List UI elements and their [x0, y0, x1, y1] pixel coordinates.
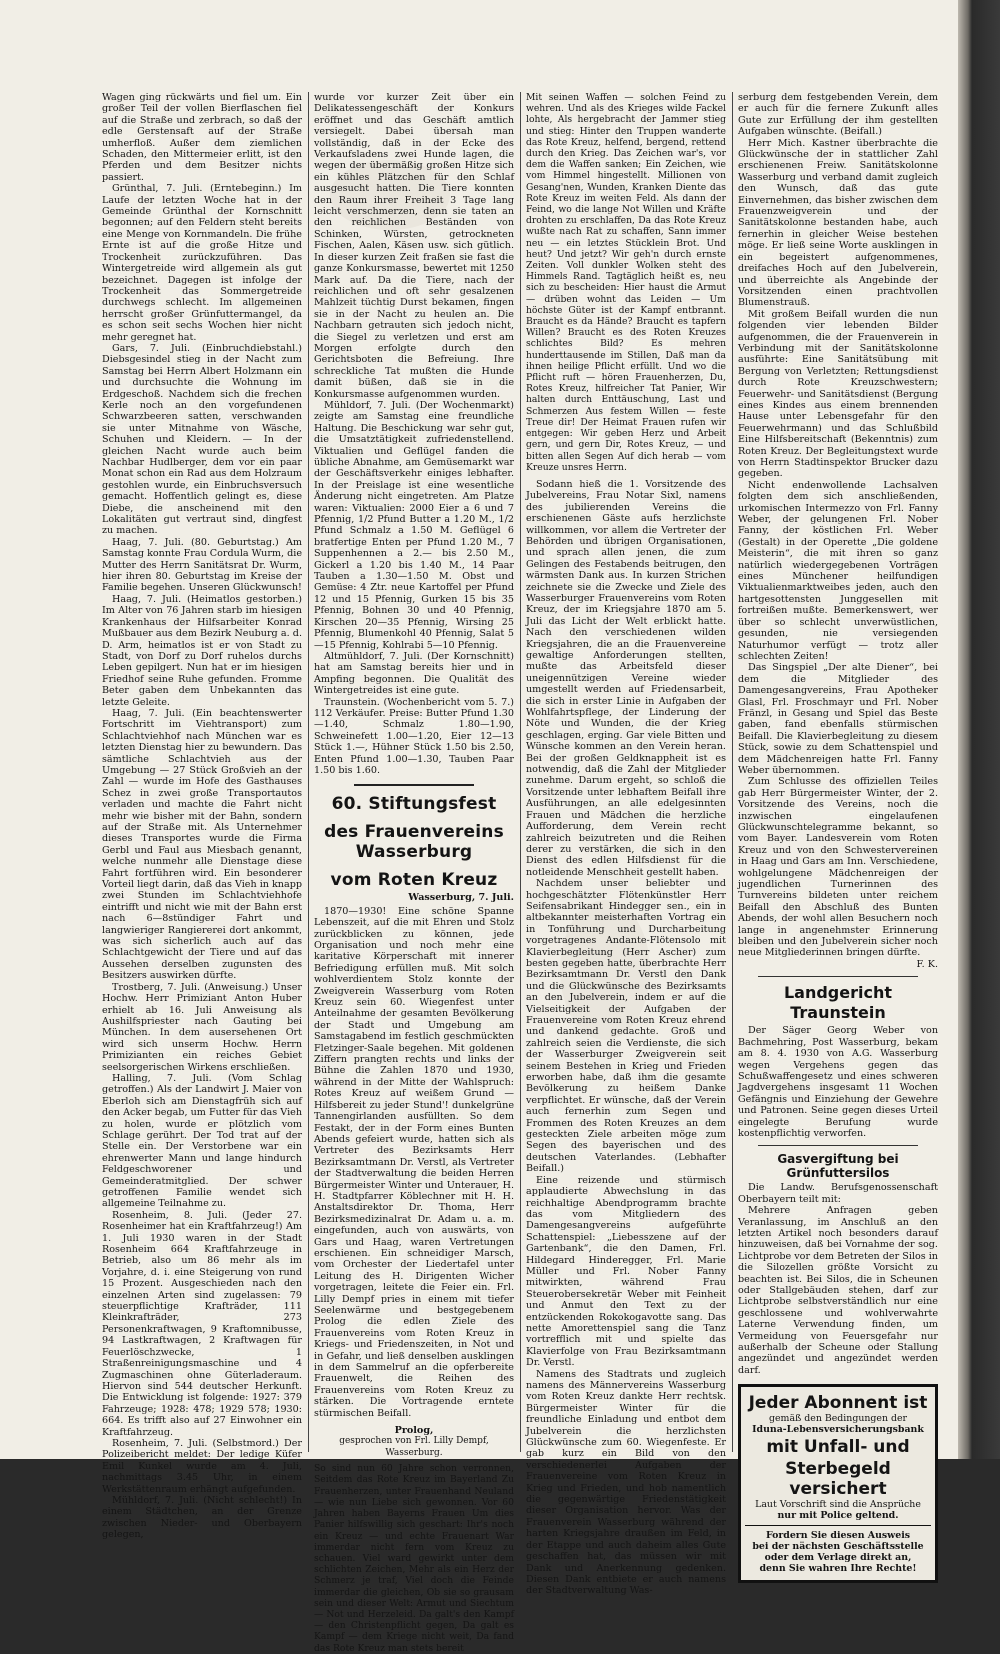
prolog-title: Prolog,	[394, 1425, 434, 1437]
poem-text: So sind nun 60 Jahre schon verronnen, Seitdem das Rote Kreuz im Bayerland Zu Frauenherzen, unter Frauenhand Neuland — wie nun Liebe sich gewonnen. Vor 60 Jahren haben Bayerns Frauen Um dies Panier hilfswillig sich geschart: Ihr's noch ein Kreuz — und echte Frauenart War immerdar nicht fern vom Kreuz zu schauen. Viel ward gewirkt unter dem schlichten Zeichen, Mehr als ein Herz der Schmerz je traf, Viel doch die Feinde immerdar die gleichen, Ob sie so grausam sein und dieser Welt: Armut und Siechtum — Not und Herzeleid. Da galt's den Kampf — den Christenpflicht gegen, Da galt es Kampf — dem Kriege nicht weit, Da fand das Rote Kreuz man stets bereit	[314, 1463, 514, 1654]
article-text: Rosenheim, 7. Juli. (Selbstmord.) Der Polizeibericht meldet: Der ledige Küfer Emil Kunkel wurde am 4. Juli, nachmittags 3.45 Uhr, in einem Werkstättenraum erhängt aufgefunden.	[102, 1437, 302, 1495]
article-text: Sodann hieß die 1. Vorsitzende des Jubelvereins, Frau Notar Sixl, namens des jubilierenden Vereins die erschienenen Gäste aufs herzlichste willkommen, vor allem die Vertreter der Behörden und übrigen Organisationen, und sprach allen jenen, die zum Gelingen des Festabends beitrugen, den wärmsten Dank aus. In kurzen Strichen zeichnete sie die Zwecke und Ziele des Wasserburger Frauenvereins vom Roten Kreuz, der im Kriegsjahre 1870 am 5. Juli das Licht der Welt erblickt hatte. Nach den verschiedenen wilden Kriegsjahren, die an die Frauenvereine gewaltige Anforderungen stellten, mußte das Arbeitsfeld dieser uneigennützigen Vereine wieder umgestellt werden auf Friedensarbeit, die sich in erster Linie in Aufgaben der Wohlfahrtspflege, der Linderung der Nöte und Wunden, die der Krieg geschlagen, erging. Gar viele Bitten und Wünsche kommen an den Verein heran. Bei der großen Geldknappheit ist es notwendig, daß die Zahl der Mitglieder zunehme. Darum ergeht, so schloß die Vorsitzende unter lebhaftem Beifall ihre Ausführungen, an alle edelgesinnten Frauen und Mädchen die herzliche Aufforderung, dem Verein recht zahlreich beizutreten und die Reihen derer zu verstärken, die sich in den Dienst des edlen Hilfsdienst für die notleidende Menschheit gestellt haben.	[526, 478, 726, 878]
article-text: Mehrere Anfragen geben Veranlassung, im Anschluß an den letzten Artikel noch besonders darauf hinzuweisen, daß bei Vornahme der sog. Lichtprobe vor dem Betreten der Silos in die Silozellen größte Vorsicht zu beachten ist. Bei Silos, die in Scheunen oder Stallgebäuden stehen, darf zur Lichtprobe selbstverständlich nur eine geschlossene und wohlverwahrte Laterne Verwendung finden, um Vermeidung von Feuersgefahr nur außerhalb der Scheune oder Stallung angezündet und angezündet werden darf.	[738, 1205, 938, 1376]
article-text: serburg dem festgebenden Verein, dem er auch für die fernere Zukunft alles Gute zur Erfüllung der ihm gestellten Aufgaben wünschte. (Beifall.)	[738, 92, 938, 138]
prolog-subtitle: gesprochen von Frl. Lilly Dempf, Wasserburg.	[339, 1436, 489, 1458]
article-text: Herr Mich. Kastner überbrachte die Glückwünsche der in stattlicher Zahl erschienenen Freiw. Sanitätskolonne Wasserburg und verband damit zugleich den Wunsch, daß das gute Einvernehmen, das bisher zwischen dem Frauenzweigverein und der Sanitätskolonne bestanden habe, auch fernerhin in gleicher Weise bestehen möge. Er ließ seine Worte ausklingen in ein begeistert aufgenommenes, dreifaches Hoch auf den Jubelverein, und überreichte als Angebinde der Vorsitzenden einen prachtvollen Blumenstrauß.	[738, 137, 938, 309]
column-rule	[308, 92, 309, 1452]
article-text: wurde vor kurzer Zeit über ein Delikatessengeschäft der Konkurs eröffnet und das Geschäft amtlich versiegelt. Dabei übersah man vollständig, daß in der Ecke des Verkaufsladens zwei Hunde lagen, die wegen der übermäßig großen Hitze sich ein kühles Plätzchen für den Schlaf ausgesucht hatten. Die Tiere konnten den Raum ihrer Freiheit 3 Tage lang leicht verschmerzen, denn sie taten an den reichlichen Beständen von Schinken, Würsten, getrockneten Fischen, Aalen, Käsen usw. sich gütlich. In dieser kurzen Zeit fraßen sie fast die ganze Konkursmasse, bewertet mit 1250 Mark auf. Da die Tiere, nach der reichlichen und oft sehr gesalzenen Mahlzeit tüchtig Durst bekamen, fingen sie in der Nacht zu heulen an. Die Nachbarn getrauten sich jedoch nicht, die Siegel zu verletzen und erst am Morgen erfolgte durch den Gerichtsboten die Befreiung. Ihre schreckliche Tat mußten die Hunde damit büßen, daß sie in die Konkursmasse aufgenommen wurden.	[314, 92, 514, 400]
article-text: Rosenheim, 8. Juli. (Jeder 27. Rosenheimer hat ein Kraftfahrzeug!) Am 1. Juli 1930 waren in der Stadt Rosenheim 664 Kraftfahrzeuge in Betrieb, also um 86 mehr als im Vorjahre, d. i. eine Steigerung von rund 15 Prozent. Ausgeschieden nach den einzelnen Arten sind zugelassen: 79 steuerpflichtige Krafträder, 111 Kleinkrafträder, 273 Personenkraftwagen, 9 Kraftomnibusse, 94 Lastkraftwagen, 2 Kraftwagen für Feuerlöschzwecke, 1 Straßenreinigungsmaschine und 4 Zugmaschinen ohne Güterladeraum. Hiervon sind 544 deutscher Herkunft. Die Entwicklung ist folgende: 1927: 379 Fahrzeuge; 1928: 478; 1929 578; 1930: 664. Es trifft also auf 27 Einwohner ein Kraftfahrzeug.	[102, 1209, 302, 1438]
author-signature: F. K.	[916, 958, 938, 970]
column-1	[102, 92, 302, 1541]
ad-text: Fordern Sie diesen Ausweis	[765, 1530, 911, 1542]
article-text: Nicht endenwollende Lachsalven folgten dem sich anschließenden, urkomischen Intermezzo von Frl. Fanny Weber, der gelungenen Frl. Nober Fanny, der köstlichen Frl. Weber (Gestalt) in der Operette „Die goldene Meisterin“, die mit ihren so ganz natürlich wiedergegebenen Vorträgen eines Münchener heilfundigen Viktualienmarktweibes jeden, auch den hartgesottensten Junggesellen mit fortreißen mußte. Bemerkenswert, wer über so schlecht unverwüstlichen, gesunden, nie versiegenden Naturhumor verfügt — trotz aller schlechten Zeiten!	[738, 479, 938, 662]
article-text: Wagen ging rückwärts und fiel um. Ein großer Teil der vollen Bierflaschen fiel auf die Straße und zerbrach, so daß der edle Gerstensaft auf der Straße umherfloß. Außer dem ziemlichen Schaden, den Mittermeier erlitt, ist den Pferden und dem Besitzer nichts passiert.	[102, 92, 302, 183]
ad-headline: mit Unfall- und	[766, 1437, 910, 1458]
section-divider	[354, 784, 474, 786]
article-text: 1870—1930! Eine schöne Spanne Lebenszeit, auf die mit Ehren und Stolz zurückblicken zu können, jede Organisation und noch mehr eine karitative Körperschaft mit innerer Befriedigung erfüllen muß. Mit solch wohlverdientem Stolz konnte der Zweigverein Wasserburg vom Roten Kreuz sein 60. Wiegenfest unter Anteilnahme der gesamten Bevölkerung der Stadt und Umgebung am Samstagabend im festlich geschmückten Fletzinger-Saale begehen. Mit goldenen Ziffern prangten rechts und links der Bühne die Zahlen 1870 und 1930, während in der Mitte der Wahlspruch: Rotes Kreuz auf weißem Grund — Hilfsbereit zu jeder Stund'! dunkelgrüne Tannengirlanden ausfüllten. So dem Festakt, der in der Form eines Bunten Abends gefeiert wurde, hatten sich als Vertreter des Bezirksamts Herr Bezirksamtmann Dr. Verstl, als Vertreter der Stadtverwaltung die beiden Herren Bürgermeister Winter und Unterauer, H. H. Stadtpfarrer Köblechner mit H. H. Anstaltsdirektor Dr. Thoma, Herr Bezirksmedizinalrat Dr. Adam u. a. m. eingefunden, auch von auswärts, von Gars und Haag, waren Vertretungen erschienen. Ein schneidiger Marsch, vom Orchester der Liedertafel unter Leitung des H. Dirigenten Wicher vorgetragen, leitete die Feier ein. Frl. Lilly Dempf pries in einem mit tiefer Seelenwärme und bestgegebenem Prolog die edlen Ziele des Frauenvereins vom Roten Kreuz in Kriegs- und Friedenszeiten, in Not und in Gefahr, und ließ denselben ausklingen in dem Sammelruf an die opferbereite Frauenwelt, die Reihen des Frauenvereins vom Roten Kreuz zu stärken. Die Vortragende erntete stürmischen Beifall.	[314, 905, 514, 1419]
dateline: Wasserburg, 7. Juli.	[408, 892, 514, 904]
column-2	[314, 92, 514, 1654]
section-divider	[758, 976, 918, 977]
article-text: Namens des Stadtrats und zugleich namens des Männervereins Wasserburg vom Roten Kreuz dankte Herr rechtsk. Bürgermeister Winter für die freundliche Einladung und entbot dem Jubelverein die herzlichsten Glückwünsche zum 60. Wiegenfeste. Er gab kurz ein Bild von den verschiedenerlei Aufgaben der Frauenvereine vom Roten Kreuz in Krieg und Frieden, und hob namentlich die gegenwärtige Friedenstätigkeit dieser Organisation hervor. Was der Frauenverein Wasserburg während der harten Kriegsjahre draußen im Feld, in der Etappe und auch daheim alles Gute geschaffen hat, das müssen wir mit Dank und Anerkennung gedenken. Diesen Dank entbiete er auch namens der Stadtverwaltung Was-	[526, 1368, 726, 1597]
section-divider	[758, 1145, 918, 1146]
article-text: Haag, 7. Juli. (Ein beachtenswerter Fortschritt im Viehtransport) zum Schlachtviehhof nach München war es letzten Dienstag hier zu bewundern. Das sämtliche Schlachtvieh aus der Umgebung — 27 Stück Großvieh an der Zahl — wurde im Hofe des Gasthauses Schez in zwei große Transportautos verladen und machte die Fahrt nicht mehr wie bisher mit der Bahn, sondern auf der Straße mit. Als Unternehmer dieses Transportes wurde die Firma Gerbl und Faul aus Miesbach genannt, welche nunmehr alle Dienstage diese Fahrt fortführen wird. Ein besonderer Vorteil liegt darin, daß das Vieh in knapp zwei Stunden im Schlachtviehhofe eintrifft und nicht wie mit der Bahn erst nach 6—8stündiger Fahrt und langwieriger Rangiererei dort ankommt, was sich sicherlich auch auf das Schlachtgewicht der Tiere und auf das Aussehen derselben zugunsten des Besitzers auswirken dürfte.	[102, 707, 302, 982]
article-text: Der Säger Georg Weber von Bachmehring, Post Wasserburg, bekam am 8. 4. 1930 von A.G. Wasserburg wegen Vergehens gegen das Schußwaffengesetz und eines schweren Jagdvergehens insgesamt 11 Wochen Gefängnis und Einziehung der Gewehre und Patronen. Seine gegen dieses Urteil eingelegte Berufung wurde kostenpflichtig verworfen.	[738, 1025, 938, 1139]
ad-text: oder dem Verlage direkt an,	[764, 1552, 912, 1564]
article-text: Haag, 7. Juli. (Heimatlos gestorben.) Im Alter von 76 Jahren starb im hiesigen Krankenhaus der Hilfsarbeiter Konrad Mußbauer aus dem Bezirk Neuburg a. d. D. Arm, heimatlos ist er von Stadt zu Stadt, von Dorf zu Dorf ruhelos durchs Leben gepilgert. Nun hat er im hiesigen Friedhof seine Ruhe gefunden. Fromme Beter gaben dem Unbekannten das letzte Geleite.	[102, 593, 302, 708]
headline: vom Roten Kreuz	[330, 870, 498, 891]
headline: Gasvergiftung bei Grünfuttersilos	[777, 1152, 899, 1181]
headline: Landgericht Traunstein	[783, 983, 893, 1023]
ad-text: gemäß den Bedingungen der	[769, 1413, 907, 1425]
ad-text: denn Sie wahren Ihre Rechte!	[759, 1563, 917, 1575]
article-text: Mühldorf, 7. Juli. (Nicht schlecht!) In einem Städtchen, an der Grenze zwischen Nieder- und Oberbayern gelegen,	[102, 1494, 302, 1541]
column-rule	[732, 92, 733, 1452]
ad-headline: Jeder Abonnent ist	[748, 1393, 928, 1414]
article-text: Trostberg, 7. Juli. (Anweisung.) Unser Hochw. Herr Primiziant Anton Huber erhielt ab 16. Juli Anweisung als Aushilfspriester nach Gauting bei München. In dem ausersehenen Ort wird sich unserm Hochw. Herrn Primizianten ein reiches Gebiet seelsorgerischen Wirkens erschließen.	[102, 981, 302, 1073]
book-binding-edge	[958, 0, 1000, 1459]
article-text: Die Landw. Berufsgenossenschaft Oberbayern teilt mit:	[738, 1182, 938, 1205]
article-text: Zum Schlusse des offiziellen Teiles gab Herr Bürgermeister Winter, der 2. Vorsitzende des Vereins, noch die inzwischen eingelaufenen Glückwunschtelegramme bekannt, so vom Bayer. Landesverein vom Roten Kreuz und von den Schwestervereinen in Haag und Gars am Inn. Verschiedene, wohlgelungene Mädchenreigen der jugendlichen Turnerinnen des Turnvereins bildeten unter reichem Beifall den Abschluß des Bunten Abends, der wohl allen Besuchern noch lange in angenehmster Erinnerung bleiben und den Jubelverein sicher noch neue Mitgliederinnen bringen dürfte.	[738, 776, 938, 959]
ad-headline: Sterbegeld versichert	[785, 1459, 891, 1500]
column-rule	[520, 92, 521, 1452]
article-text: Mühldorf, 7. Juli. (Der Wochenmarkt) zeigte am Samstag eine freundliche Haltung. Die Beschickung war sehr gut, die Umsatztätigkeit zufriedenstellend. Viktualien und Geflügel fanden die übliche Abnahme, am Gemüsemarkt war der Geschäftsverkehr einiges lebhafter. In der Preislage ist eine wesentliche Änderung nicht eingetreten. Am Platze waren: Viktualien: 2000 Eier a 6 und 7 Pfennig, 1/2 Pfund Butter a 1.20 M., 1/2 Pfund Schmalz a 1.50 M. Geflügel 6 bratfertige Enten per Pfund 1.20 M., 7 Suppenhennen a 2.— bis 2.50 M., Gickerl a 1.20 bis 1.40 M., 14 Paar Tauben a 1.30—1.50 M. Obst und Gemüse: 4 Ztr. neue Kartoffel per Pfund 12 und 15 Pfennig, Gurken 15 bis 35 Pfennig, Bohnen 30 und 40 Pfennig, Kirschen 20—35 Pfennig, Wirsing 25 Pfennig, Blumenkohl 40 Pfennig, Salat 5—15 Pfennig, Kohlrabi 5—10 Pfennig.	[314, 399, 514, 651]
ad-divider	[745, 1525, 931, 1526]
article-text: Traunstein. (Wochenbericht vom 5. 7.) 112 Verkäufer. Preise: Butter Pfund 1.30—1.40, Schmalz 1.80—1.90, Schweinefett 1.00—1.20, Eier 12—13 Stück 1.—, Hühner Stück 1.50 bis 2.50, Enten Pfund 1.00—1.30, Tauben Paar 1.50 bis 1.60.	[314, 696, 514, 776]
article-text: Gars, 7. Juli. (Einbruchdiebstahl.) Diebsgesindel stieg in der Nacht zum Samstag bei Herrn Albert Holzmann ein und durchsuchte die Wohnung im Erdgeschoß. Nachdem sich die frechen Kerle noch an den vorgefundenen Schwarzbeeren satten, verschwanden sie unter Mitnahme von Wäsche, Schuhen und Kleidern. — In der gleichen Nacht wurde auch beim Nachbar Hudlberger, dem vor ein paar Monat schon ein Rad aus dem Holzraum gestohlen wurde, ein Einbruchsversuch gemacht. Hoffentlich gelingt es, diese Diebe, die anscheinend mit den Lokalitäten gut vertraut sind, dingfest zu machen.	[102, 342, 302, 537]
article-text: Das Singspiel „Der alte Diener“, bei dem die Mitglieder des Damengesangvereins, Frau Apotheker Glasl, Frl. Froschmayr und Frl. Nober Fränzl, in Gesang und Spiel das Beste gaben, fand ebenfalls stürmischen Beifall. Die Klavierbegleitung zu diesem Stück, sowie zu dem Schattenspiel und dem Mädchenreigen hatte Frl. Fanny Weber übernommen.	[738, 662, 938, 776]
article-text: Grünthal, 7. Juli. (Erntebeginn.) Im Laufe der letzten Woche hat in der Gemeinde Grünthal der Kornschnitt begonnen; auf den Feldern steht bereits eine Menge von Kornmandeln. Die frühe Ernte ist auf die große Hitze und Trockenheit zurückzuführen. Das Wintergetreide wird allgemein als gut bezeichnet. Dagegen ist infolge der Trockenheit das Sommergetreide durchwegs schlecht. Im allgemeinen herrscht großer Grünfuttermangel, da es schon seit sechs Wochen hier nicht mehr geregnet hat.	[102, 183, 302, 343]
headline: des Frauenvereins Wasserburg	[324, 822, 504, 863]
column-4	[738, 92, 938, 1575]
ad-text: Laut Vorschrift sind die Ansprüche	[755, 1499, 921, 1511]
ad-text: nur mit Police geltend.	[777, 1510, 899, 1522]
insurance-advertisement	[738, 1384, 938, 1583]
column-3	[526, 92, 726, 1597]
article-text: Altmühldorf, 7. Juli. (Der Kornschnitt) hat am Samstag bereits hier und in Ampfing begonnen. Die Qualität des Wintergetreides ist eine gute.	[314, 650, 514, 697]
poem-text: Mit seinen Waffen — solchen Feind zu wehren. Und als des Krieges wilde Fackel lohte, Als hergebracht der Jammer stieg und stieg: Hinter den Truppen wanderte das Rote Kreuz, helfend, bergend, rettend durch den Krieg. Das Zeichen war's, vor dem die Waffen sanken; Ein Zeichen, wie vom Himmel hingestellt. Millionen von Gesang'nen, Wunden, Kranken Diente das Rote Kreuz im weiten Feld. Als dann der Feind, wo die lange Not Willen und Kräfte drohten zu erschlaffen, Da das Rote Kreuz wußte nach Rat zu schaffen, Sann immer neu — ein letztes Stücklein Brot. Und heut? Und jetzt? Wir geh'n durch ernste Zeiten. Voll dunkler Wolken steht des Himmels Rand. Tagtäglich heißt es, neu sich zu bescheiden: Hier haust die Armut — drüben wohnt das Leiden — Um höchste Güter ist der Kampf entbrannt. Braucht es da Hände? Braucht es tapfern Willen? Braucht es des Roten Kreuzes schlichtes Bild? Es mehren hunderttausende im Stillen, Daß man da ihnen heilige Pflicht erfüllt. Und wo die Pflicht ruft — hören Frauenherzen, Du, Rotes Kreuz, hilfreicher Tat Panier, Wir halten durch Enttäuschung, Last und Schmerzen Aus festem Willen — feste Treue dir! Der Heimat Frauen rufen wir entgegen: Wir geben Herz und Arbeit gern, und gern Dir, Rotes Kreuz, — und bitten allen Segen Auf dich herab — vom Kreuze unsres Herrn.	[526, 92, 726, 473]
article-text: Mit großem Beifall wurden die nun folgenden vier lebenden Bilder aufgenommen, die der Frauenverein in Verbindung mit der Sanitätskolonne ausführte: Eine Sanitätsübung mit Bergung von Verletzten; Rettungsdienst durch Rote Kreuzschwestern; Feuerwehr- und Sanitätsdienst (Bergung eines Kindes aus einem brennenden Hause unter Lebensgefahr für den Feuerwehrmann) und das Schlußbild Eine Hilfsbereitschaft (Bekenntnis) zum Roten Kreuz. Der Begleitungstext wurde von Herrn Stadtinspektor Brucker dazu gegeben.	[738, 308, 938, 480]
article-text: Nachdem unser beliebter und hochgeschätzter Flötenkünstler Herr Seifensabrikant Hindegger sen., ein in altbekannter meisterhaften Vortrag ein in Tonführung und Durcharbeitung vorgetragenes Andante-Flötensolo mit Klavierbegleitung (Herr Ascher) zum besten gegeben hatte, überbrachte Herr Bezirksamtmann Dr. Verstl den Dank und die Glückwünsche des Bezirksamts an den Jubelverein, indem er auf die Vielseitigkeit der Aufgaben der Frauenvereine vom Roten Kreuz ehrend und dankend gedachte. Groß und zahlreich seien die Verdienste, die sich der Wasserburger Zweigverein seit seinem Bestehen in Krieg und Frieden erworben habe, daß ihm die gesamte Bevölkerung zu heißem Danke verpflichtet. Er wünsche, daß der Verein auch fernerhin zum Segen und Frommen des Roten Kreuzes an dem gesteckten Ziele arbeiten möge zum Segen des bayerischen und des deutschen Vaterlandes. (Lebhafter Beifall.)	[526, 878, 726, 1175]
article-text: Halling, 7. Juli. (Vom Schlag getroffen.) Als der Landwirt J. Maier von Eberloh sich am Dienstagfrüh sich auf den Acker begab, um Futter für das Vieh zu holen, wurde er plötzlich vom Schlage gerührt. Der Tod trat auf der Stelle ein. Der Verstorbene war ein ehrenwerter Mann und lange hindurch Feldgeschworener und Gemeinderatmitglied. Der schwer getroffenen Familie wendet sich allgemeine Teilnahme zu.	[102, 1072, 302, 1210]
article-text: Eine reizende und stürmisch applaudierte Abwechslung in das reichhaltige Abendprogramm brachte das vom Mitgliedern des Damengesangvereins aufgeführte Schattenspiel: „Liebesszene auf der Gartenbank“, die den Damen, Frl. Hildegard Hinderegger, Frl. Marie Müller und Frl. Nober Fanny mitwirkten, während Frau Steuerobersekretär Weber mit Feinheit und Anmut den Text zu der entzückenden Rokokogavotte sang. Das nette Amorettenspiel sang die Tanz vortrefflich mit und spielte das Klavierfolge von Frau Bezirksamtmann Dr. Verstl.	[526, 1174, 726, 1369]
ad-text: bei der nächsten Geschäftsstelle	[752, 1541, 924, 1553]
ad-text: Iduna-Lebensversicherungsbank	[752, 1424, 924, 1436]
headline: 60. Stiftungsfest	[331, 794, 497, 815]
article-text: Haag, 7. Juli. (80. Geburtstag.) Am Samstag konnte Frau Cordula Wurm, die Mutter des Herrn Sanitätsrat Dr. Wurm, hier ihren 80. Geburtstag im Kreise der Familie begehen. Unseren Glückwunsch!	[102, 536, 302, 594]
